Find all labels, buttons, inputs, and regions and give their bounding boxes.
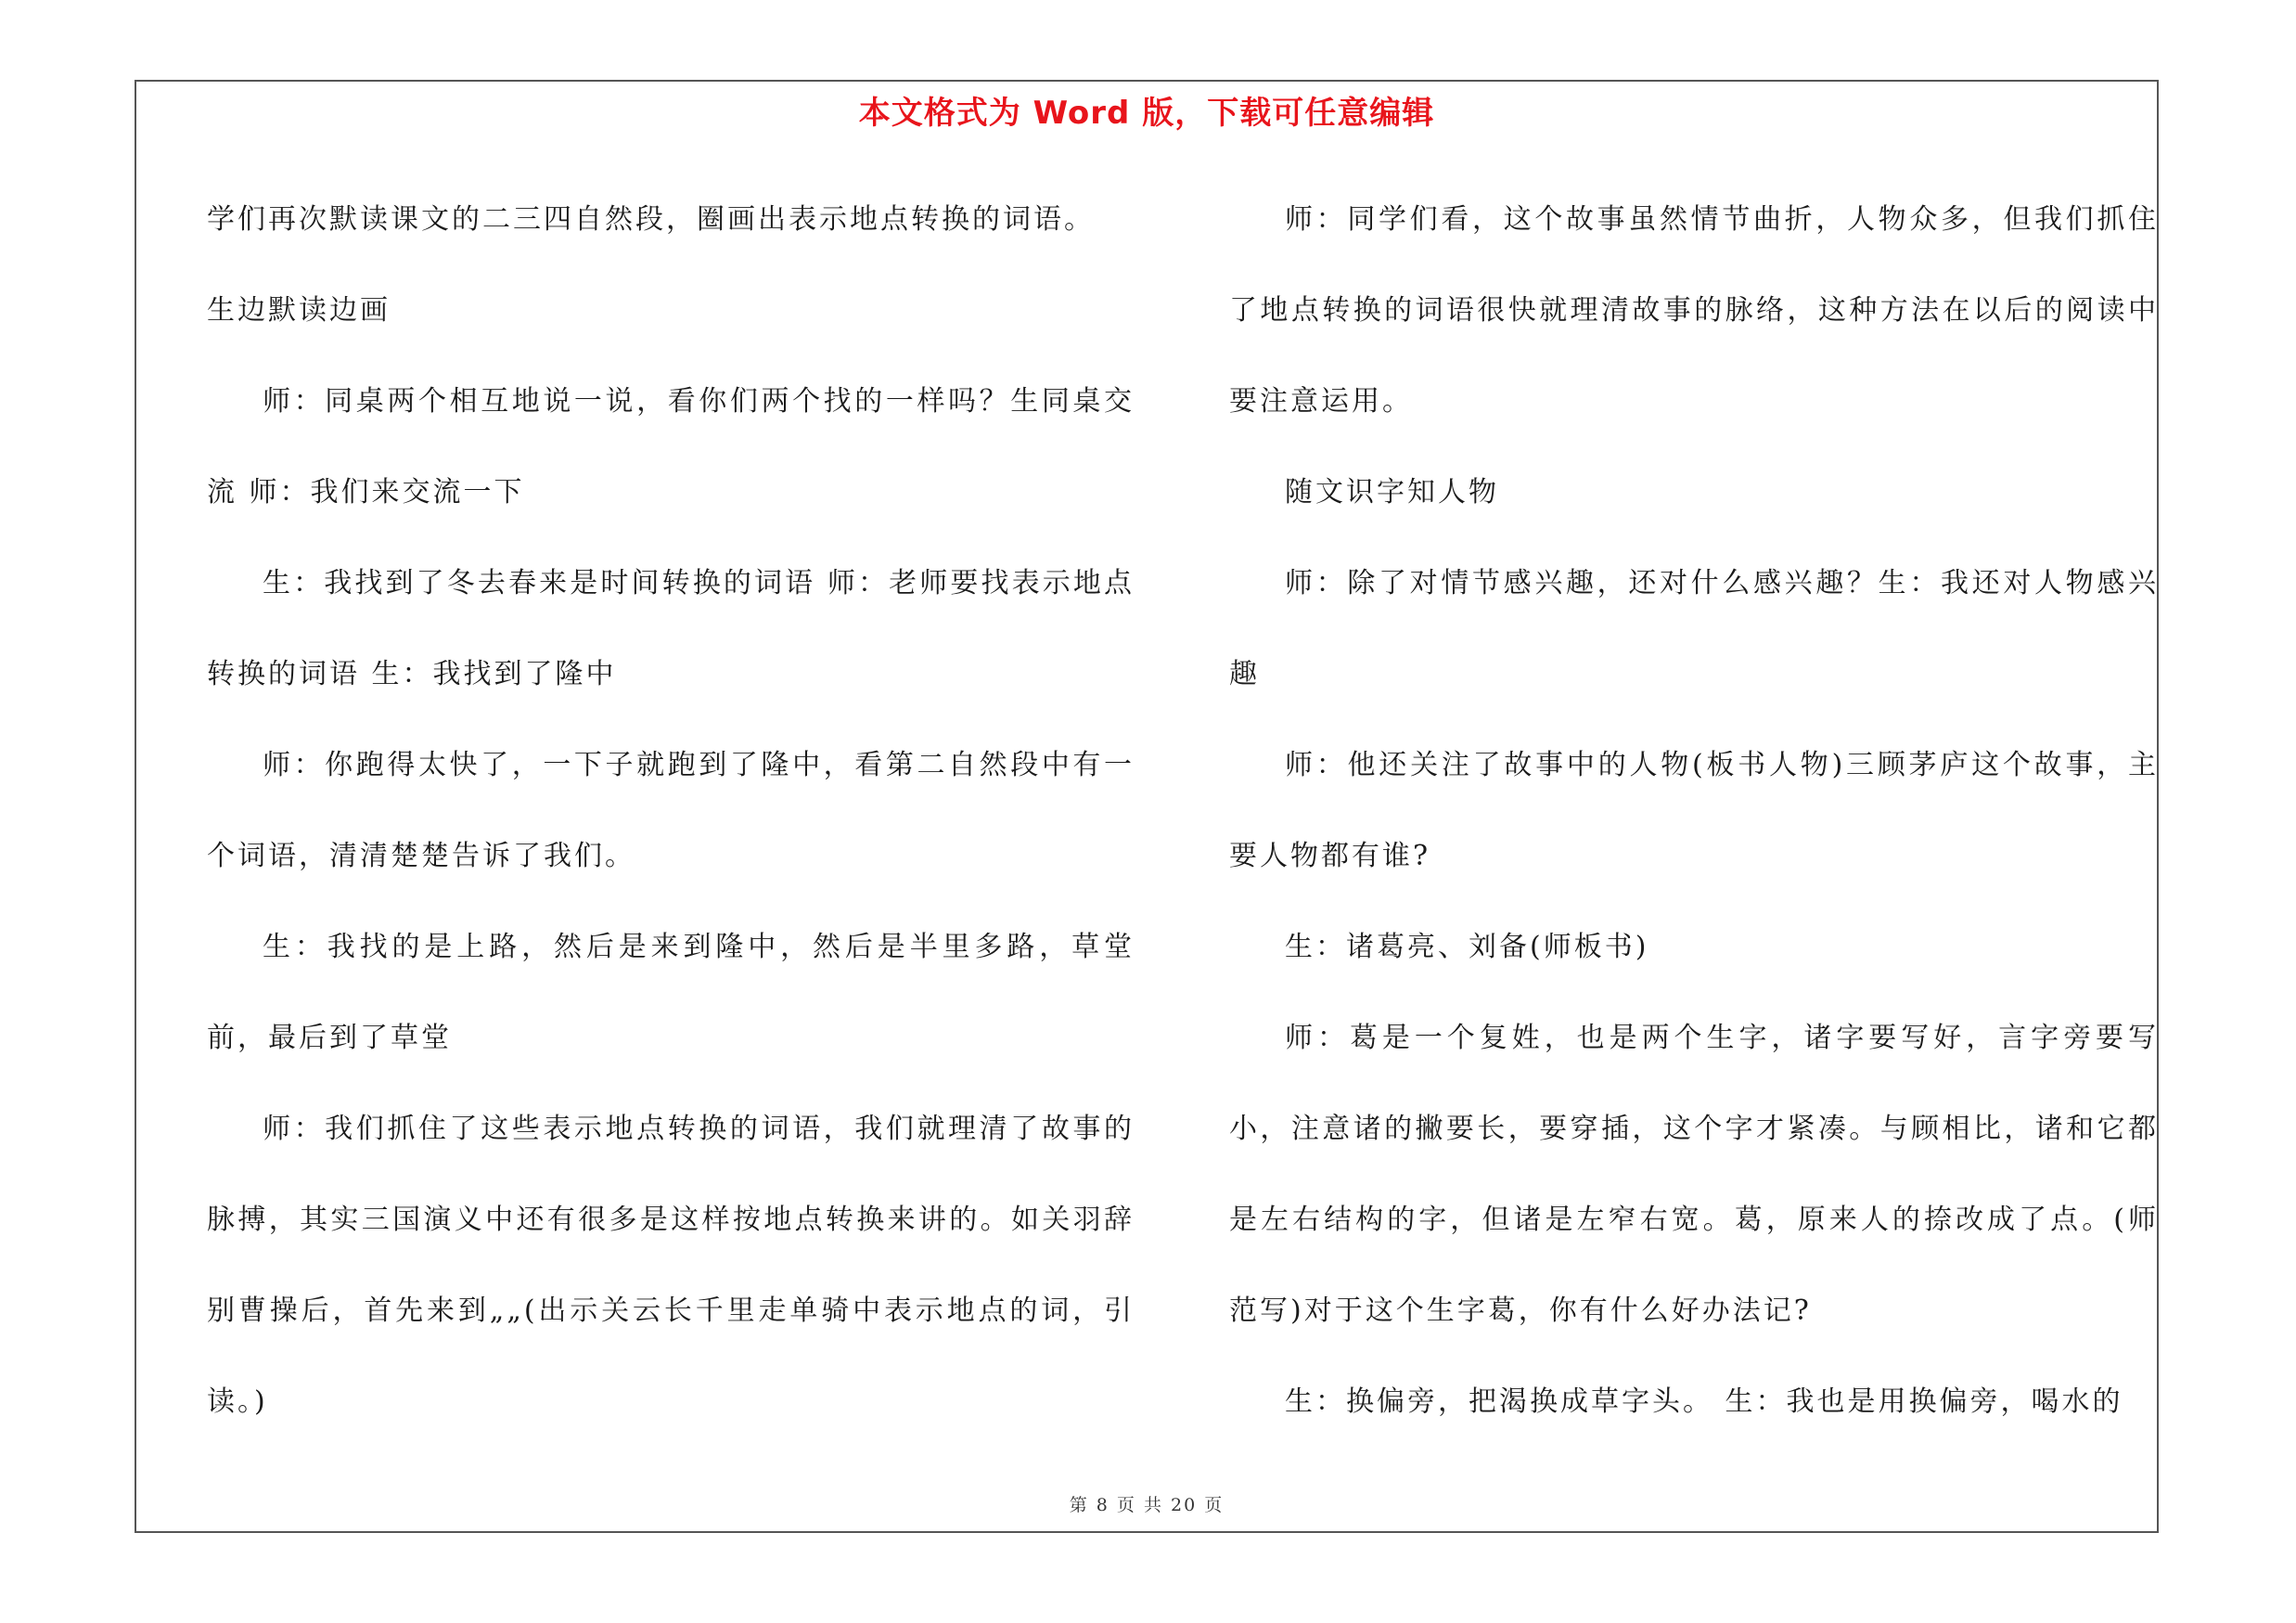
page-frame (135, 80, 2159, 1533)
right-column (1229, 174, 2159, 1448)
paragraph: 师：你跑得太快了，一下子就跑到了隆中，看第二自然段中有一个词语，清清楚楚告诉了我们。 (207, 749, 1135, 872)
paragraph: 生：诸葛亮、刘备(师板书) (1285, 931, 1649, 963)
paragraph: 生：换偏旁，把渴换成草字头。 生：我也是用换偏旁，喝水的 (1285, 1385, 2123, 1418)
paragraph: 师：葛是一个复姓，也是两个生字，诸字要写好，言字旁要写小，注意诸的撇要长，要穿插，这个字才紧凑。与顾相比，诸和它都是左右结构的字，但诸是左窄右宽。葛，原来人的捺改成了点。(师范写)对于这个生字葛，你有什么好办法记? (1229, 1022, 2159, 1327)
left-column (207, 174, 1135, 1448)
paragraph: 师：同桌两个相互地说一说，看你们两个找的一样吗？生同桌交流 师：我们来交流一下 (207, 385, 1135, 509)
paragraph: 师：我们抓住了这些表示地点转换的词语，我们就理清了故事的脉搏，其实三国演义中还有很多是这样按地点转换来讲的。如关羽辞别曹操后，首先来到„„(出示关云长千里走单骑中表示地点的词，引读。) (207, 1113, 1135, 1418)
page-number: 第 8 页 共 20 页 (1069, 1495, 1225, 1515)
paragraph: 生：我找到了冬去春来是时间转换的词语 师：老师要找表示地点转换的词语 生：我找到了隆中 (207, 567, 1135, 690)
page-header: 本文格式为 Word 版，下载可任意编辑 (858, 95, 1435, 132)
paragraph: 学们再次默读课文的二三四自然段，圈画出表示地点转换的词语。 (207, 203, 1095, 236)
paragraph: 师：除了对情节感兴趣，还对什么感兴趣？生：我还对人物感兴趣 (1229, 567, 2159, 690)
paragraph: 师：他还关注了故事中的人物(板书人物)三顾茅庐这个故事，主要人物都有谁? (1229, 749, 2159, 872)
paragraph: 生边默读边画 (207, 294, 391, 327)
section-heading: 随文识字知人物 (1285, 476, 1499, 509)
paragraph: 生：我找的是上路，然后是来到隆中，然后是半里多路，草堂前，最后到了草堂 (207, 931, 1135, 1054)
paragraph: 师：同学们看，这个故事虽然情节曲折，人物众多，但我们抓住了地点转换的词语很快就理清故事的脉络，这种方法在以后的阅读中要注意运用。 (1229, 203, 2159, 418)
